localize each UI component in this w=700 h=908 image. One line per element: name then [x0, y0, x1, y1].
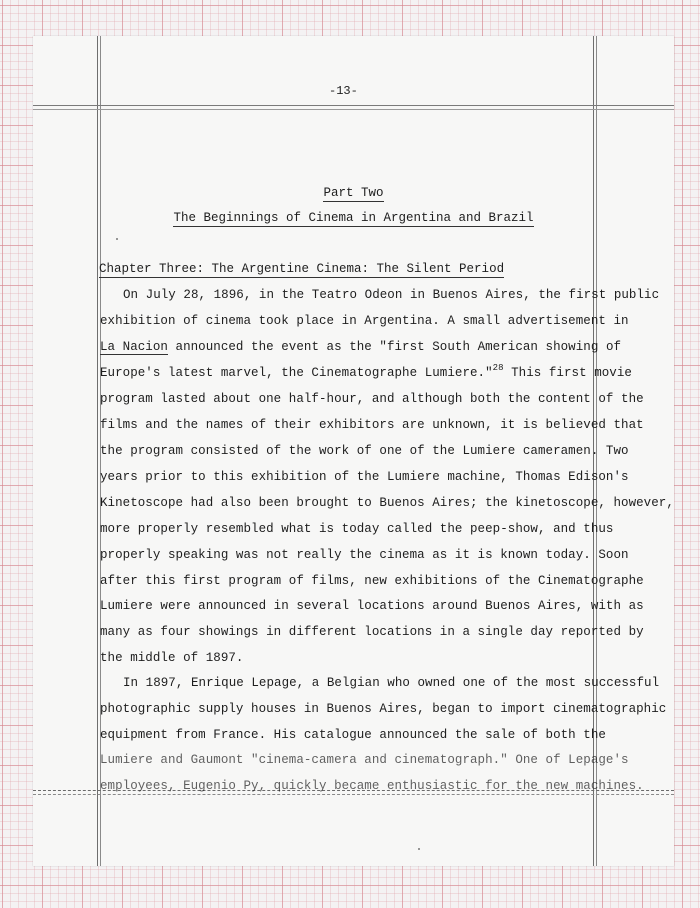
text-line: the middle of 1897. [100, 651, 244, 665]
text-line: employees, Eugenio Py, quickly became enthusiastic for the new machines. [100, 779, 644, 793]
footnote-marker: 28 [492, 363, 504, 373]
text-line: after this first program of films, new exhibitions of the Cinematographe [100, 574, 644, 588]
text-line [100, 363, 632, 380]
text-segment: Europe's latest marvel, the Cinematographe Lumiere." [100, 366, 493, 380]
text-line: On July 28, 1896, in the Teatro Odeon in Buenos Aires, the first public [123, 288, 660, 302]
part-title-row [33, 186, 674, 200]
text-segment: This first movie [503, 366, 632, 380]
newspaper-title: La Nacion [100, 340, 168, 354]
subtitle-row [33, 211, 674, 225]
text-line: films and the names of their exhibitors are unknown, it is believed that [100, 418, 644, 432]
part-title: Part Two [323, 186, 384, 200]
text-line: years prior to this exhibition of the Lumiere machine, Thomas Edison's [100, 470, 629, 484]
text-line: program lasted about one half-hour, and although both the content of the [100, 392, 644, 406]
text-line: exhibition of cinema took place in Argentina. A small advertisement in [100, 314, 629, 328]
text-line [100, 340, 621, 354]
text-line: Lumiere and Gaumont "cinema-camera and cinematograph." One of Lepage's [100, 753, 629, 767]
text-line: In 1897, Enrique Lepage, a Belgian who owned one of the most successful [123, 676, 660, 690]
text-line: the program consisted of the work of one of the Lumiere cameramen. Two [100, 444, 629, 458]
page-number: -13- [329, 84, 358, 98]
typewritten-page [33, 36, 674, 866]
text-line: photographic supply houses in Buenos Aires, began to import cinematographic [100, 702, 667, 716]
text-line: equipment from France. His catalogue announced the sale of both the [100, 728, 606, 742]
text-line: Kinetoscope had also been brought to Buenos Aires; the kinetoscope, however, [100, 496, 674, 510]
top-margin-line [33, 105, 674, 110]
text-line: many as four showings in different locations in a single day reported by [100, 625, 644, 639]
text-line: properly speaking was not really the cinema as it is known today. Soon [100, 548, 629, 562]
text-line: Lumiere were announced in several locations around Buenos Aires, with as [100, 599, 644, 613]
text-line: more properly resembled what is today called the peep-show, and thus [100, 522, 614, 536]
subtitle: The Beginnings of Cinema in Argentina and Brazil [173, 211, 534, 225]
paper-speck [116, 238, 118, 240]
text-segment: announced the event as the "first South American showing of [167, 340, 622, 354]
paper-speck [418, 848, 420, 850]
chapter-title: Chapter Three: The Argentine Cinema: The Silent Period [99, 262, 505, 276]
